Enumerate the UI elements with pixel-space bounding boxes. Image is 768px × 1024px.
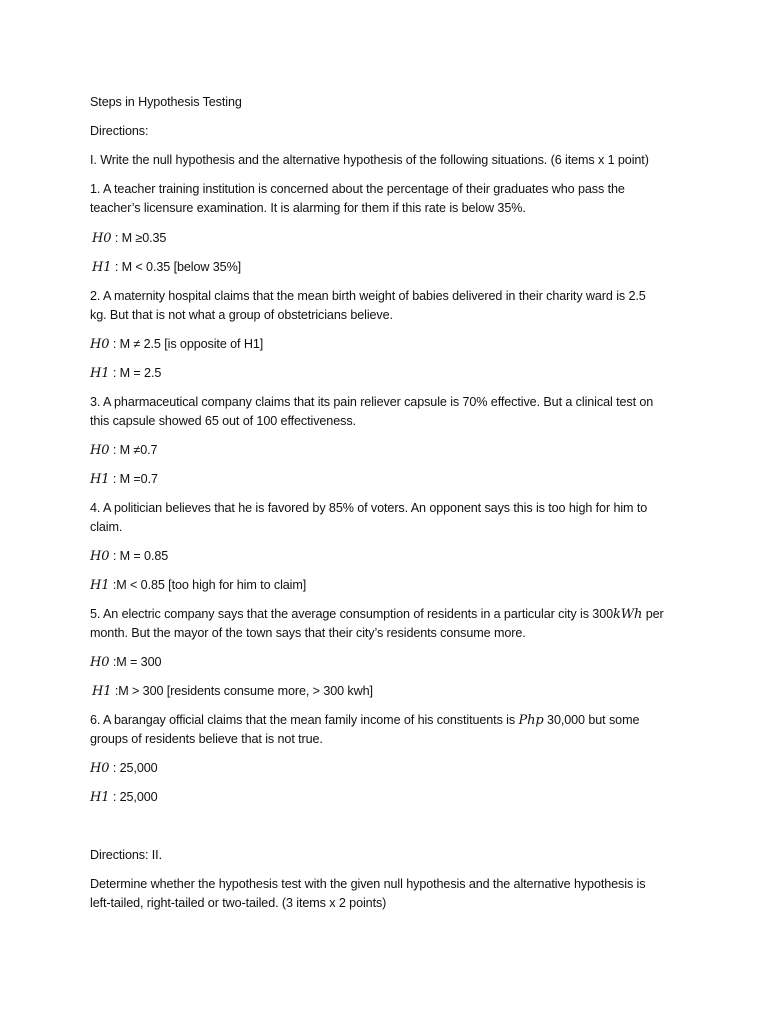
item-1-h1 — [92, 258, 692, 277]
item-4-h0-symbol: H0 — [90, 549, 110, 564]
item-1-h0 — [92, 229, 692, 248]
item-2-h1 — [90, 364, 690, 383]
item-5-h0-text: :M = 300 — [109, 655, 162, 669]
item-1-question-line-2: teacher’s licensure examination. It is alarming for them if this rate is below 35%. — [90, 201, 526, 215]
item-3-h1 — [90, 470, 690, 489]
item-6-h1 — [90, 788, 690, 807]
item-5-h1-text: :M > 300 [residents consume more, > 300 kwh] — [111, 684, 373, 698]
directions-1-text: I. Write the null hypothesis and the alternative hypothesis of the following situations. (6 items x 1 point) — [90, 153, 649, 167]
item-5-h1-symbol: H1 — [92, 684, 112, 699]
item-6-question-pre: 6. A barangay official claims that the mean family income of his constituents is — [90, 713, 519, 727]
item-4-h1-text: :M < 0.85 [too high for him to claim] — [109, 578, 307, 592]
item-6-question-currency: Php — [518, 713, 544, 728]
directions-2-line-1: Determine whether the hypothesis test with the given null hypothesis and the alternative hypothesis is — [90, 877, 646, 891]
item-2-question-line-1: 2. A maternity hospital claims that the mean birth weight of babies delivered in their charity ward is 2.5 — [90, 289, 646, 303]
item-5-question-post: per — [642, 607, 664, 621]
item-2-h0-symbol: H0 — [90, 337, 110, 352]
directions-1-heading: Directions: — [90, 124, 149, 138]
item-3-h0 — [90, 441, 690, 460]
item-4-question-line-1: 4. A politician believes that he is favored by 85% of voters. An opponent says this is too high for him to — [90, 501, 648, 515]
item-6-h1-text: : 25,000 — [109, 790, 158, 804]
item-2-h0 — [90, 335, 690, 354]
directions-2-heading: Directions: II. — [90, 848, 162, 862]
item-5-question-pre: 5. An electric company says that the average consumption of residents in a particular city is 300 — [90, 607, 614, 621]
item-6-h1-symbol: H1 — [90, 790, 110, 805]
item-1-h1-symbol: H1 — [92, 260, 112, 275]
item-2-h1-text: : M = 2.5 — [109, 366, 162, 380]
item-3-h0-symbol: H0 — [90, 443, 110, 458]
item-6-h0-symbol: H0 — [90, 761, 110, 776]
item-1-h1-text: : M < 0.35 [below 35%] — [111, 260, 242, 274]
item-6-question-post: 30,000 but some — [543, 713, 640, 727]
item-5-h0 — [90, 653, 690, 672]
item-5-h0-symbol: H0 — [90, 655, 110, 670]
item-6-question-line-2: groups of residents believe that is not true. — [90, 732, 323, 746]
item-4-h1-symbol: H1 — [90, 578, 110, 593]
item-2-h1-symbol: H1 — [90, 366, 110, 381]
item-5-question-line-1 — [90, 605, 690, 624]
item-1-question-line-1: 1. A teacher training institution is concerned about the percentage of their graduates who pass the — [90, 182, 625, 196]
document-title: Steps in Hypothesis Testing — [90, 95, 242, 109]
item-6-question-line-1 — [90, 711, 690, 730]
item-4-h0-text: : M = 0.85 — [109, 549, 169, 563]
item-2-question-line-2: kg. But that is not what a group of obstetricians believe. — [90, 308, 393, 322]
item-5-h1 — [92, 682, 692, 701]
item-4-h0 — [90, 547, 690, 566]
item-3-question-line-1: 3. A pharmaceutical company claims that its pain reliever capsule is 70% effective. But a clinical test on — [90, 395, 654, 409]
item-6-h0 — [90, 759, 690, 778]
directions-2-line-2: left-tailed, right-tailed or two-tailed. (3 items x 2 points) — [90, 896, 387, 910]
item-4-h1 — [90, 576, 690, 595]
item-3-h1-symbol: H1 — [90, 472, 110, 487]
item-1-h0-symbol: H0 — [92, 231, 112, 246]
item-6-h0-text: : 25,000 — [109, 761, 158, 775]
item-3-h1-text: : M =0.7 — [109, 472, 158, 486]
item-4-question-line-2: claim. — [90, 520, 123, 534]
item-5-question-line-2: month. But the mayor of the town says that their city’s residents consume more. — [90, 626, 526, 640]
item-3-question-line-2: this capsule showed 65 out of 100 effectiveness. — [90, 414, 356, 428]
item-1-h0-text: : M ≥0.35 — [111, 231, 167, 245]
item-3-h0-text: : M ≠0.7 — [109, 443, 158, 457]
item-5-question-unit: kWh — [613, 607, 643, 622]
item-2-h0-text: : M ≠ 2.5 [is opposite of H1] — [109, 337, 264, 351]
